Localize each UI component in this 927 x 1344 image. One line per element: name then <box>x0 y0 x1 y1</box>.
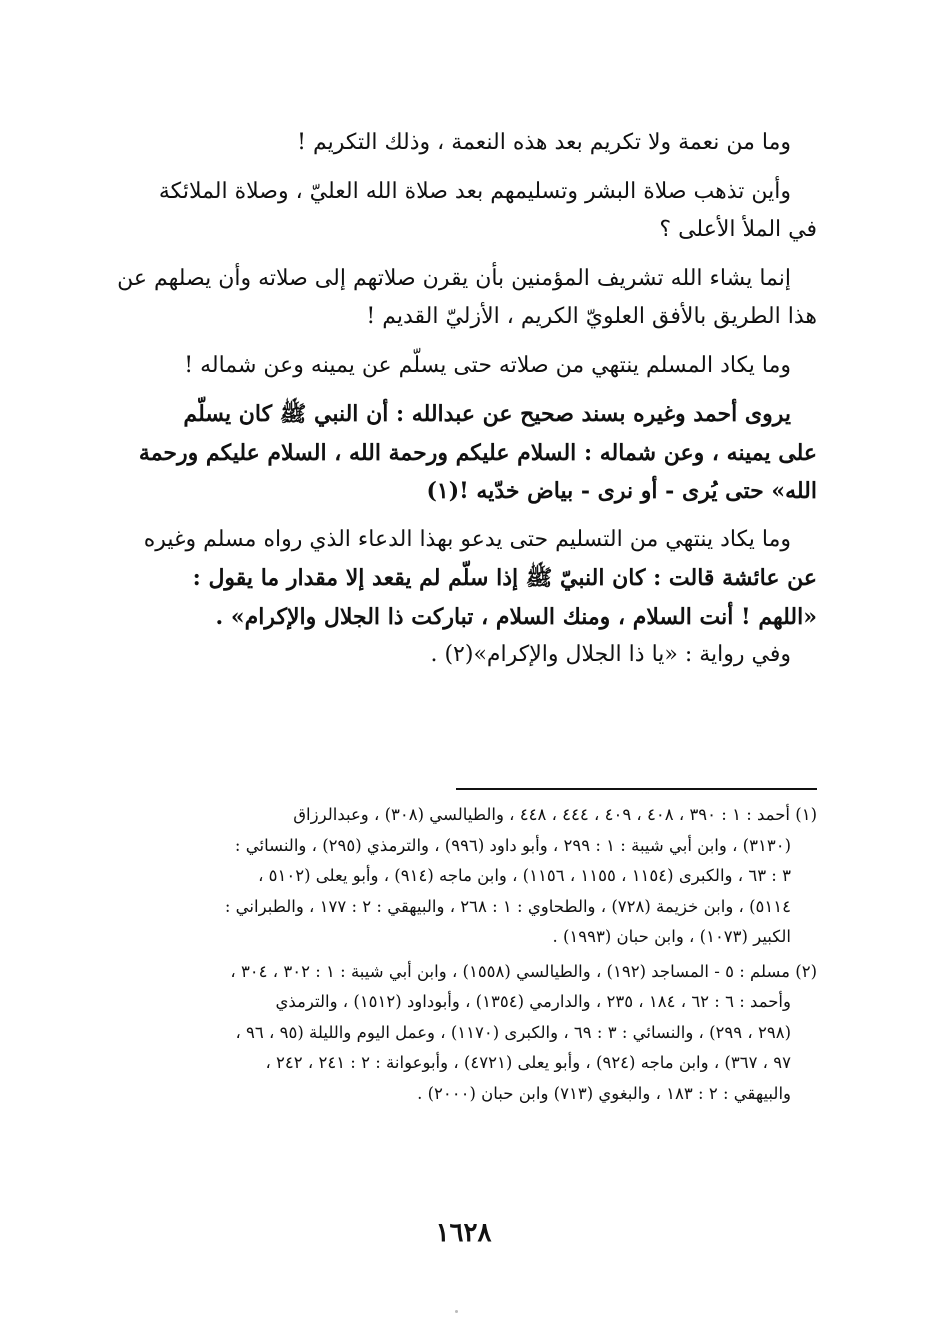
main-text <box>106 124 817 675</box>
footnote-1-line: ٥١١٤) ، وابن خزيمة (٧٢٨) ، والطحاوي : ١ : ٢٦٨ ، والبيهقي : ٢ : ١٧٧ ، والطبراني : <box>224 896 791 916</box>
footnote-2-line: (٢) مسلم : ٥ - المساجد (١٩٢) ، والطيالسي (١٥٥٨) ، وابن أبي شيبة : ١ : ٣٠٢ ، ٣٠٤ ، <box>230 961 817 981</box>
page-number: ١٦٢٨ <box>435 1218 492 1248</box>
footnotes <box>106 800 817 1109</box>
footnote-2-line: والبيهقي : ٢ : ١٨٣ ، والبغوي (٧١٣) وابن حبان (٢٠٠٠) . <box>417 1083 791 1103</box>
paragraph-5-line-2: على يمينه ، وعن شماله : السلام عليكم ورحمة الله ، السلام عليكم ورحمة <box>138 439 817 466</box>
paragraph-2-line-1: وأين تذهب صلاة البشر وتسليمهم بعد صلاة الله العليّ ، وصلاة الملائكة <box>158 178 791 204</box>
paragraph-6-line-2: عن عائشة قالت : كان النبيّ ﷺ إذا سلّم لم يقعد إلا مقدار ما يقول : <box>192 565 817 591</box>
paragraph-3-line-1: إنما يشاء الله تشريف المؤمنين بأن يقرن صلاتهم إلى صلاته وأن يصلهم عن <box>117 265 791 291</box>
footnote-2-line: (٢٩٨ ، ٢٩٩) ، والنسائي : ٣ : ٦٩ ، والكبرى (١١٧٠) ، وعمل اليوم والليلة (٩٥ ، ٩٦ ، <box>235 1022 791 1042</box>
paragraph-4: وما يكاد المسلم ينتهي من صلاته حتى يسلّم عن يمينه وعن شماله ! <box>184 352 791 378</box>
footnote-2-line: ٩٧ ، ٣٦٧) ، وابن ماجه (٩٢٤) ، وأبو يعلى (٤٧٢١) ، وأبوعوانة : ٢ : ٢٤١ ، ٢٤٢ ، <box>265 1053 791 1072</box>
paragraph-3-line-2: هذا الطريق بالأفق العلويّ الكريم ، الأزليّ القديم ! <box>366 304 817 329</box>
footnote-2-line: وأحمد : ٦ : ٦٢ ، ١٨٤ ، ٢٣٥ ، والدارمي (١٣٥٤) ، وأبوداود (١٥١٢) ، والترمذي <box>275 992 791 1011</box>
footnote-2 <box>106 957 817 1110</box>
scan-speck <box>455 1310 458 1313</box>
footnote-1 <box>106 800 817 953</box>
paragraph-2-line-2: في الملأ الأعلى ؟ <box>659 217 817 242</box>
paragraph-7: وفي رواية : «يا ذا الجلال والإكرام»(٢) . <box>430 642 791 667</box>
footnote-1-line: (٣١٣٠) ، وابن أبي شيبة : ١ : ٢٩٩ ، وأبو داود (٩٩٦) ، والترمذي (٢٩٥) ، والنسائي : <box>234 835 791 855</box>
paragraph-6-line-1: وما يكاد ينتهي من التسليم حتى يدعو بهذا الدعاء الذي رواه مسلم وغيره <box>143 526 791 552</box>
footnote-separator <box>456 788 817 790</box>
footnote-1-line: (١) أحمد : ١ : ٣٩٠ ، ٤٠٨ ، ٤٠٩ ، ٤٤٤ ، ٤٤٨ ، والطيالسي (٣٠٨) ، وعبدالرزاق <box>293 805 817 824</box>
paragraph-1: وما من نعمة ولا تكريم بعد هذه النعمة ، وذلك التكريم ! <box>297 130 791 155</box>
footnote-1-line: الكبير (١٠٧٣) ، وابن حبان (١٩٩٣) . <box>552 927 791 946</box>
paragraph-5-line-3: الله» حتى يُرى - أو نرى - بياض خدّيه !(١) <box>426 478 817 504</box>
footnote-1-line: ٣ : ٦٣ ، والكبرى (١١٥٤ ، ١١٥٥ ، ١١٥٦) ، وابن ماجه (٩١٤) ، وأبو يعلى (٥١٠٢ ، <box>258 866 791 885</box>
paragraph-5-line-1: يروى أحمد وغيره بسند صحيح عن عبدالله : أن النبي ﷺ كان يسلّم <box>183 401 791 427</box>
paragraph-6-line-3: «اللهم ! أنت السلام ، ومنك السلام ، تباركت ذا الجلال والإكرام» . <box>215 603 817 630</box>
